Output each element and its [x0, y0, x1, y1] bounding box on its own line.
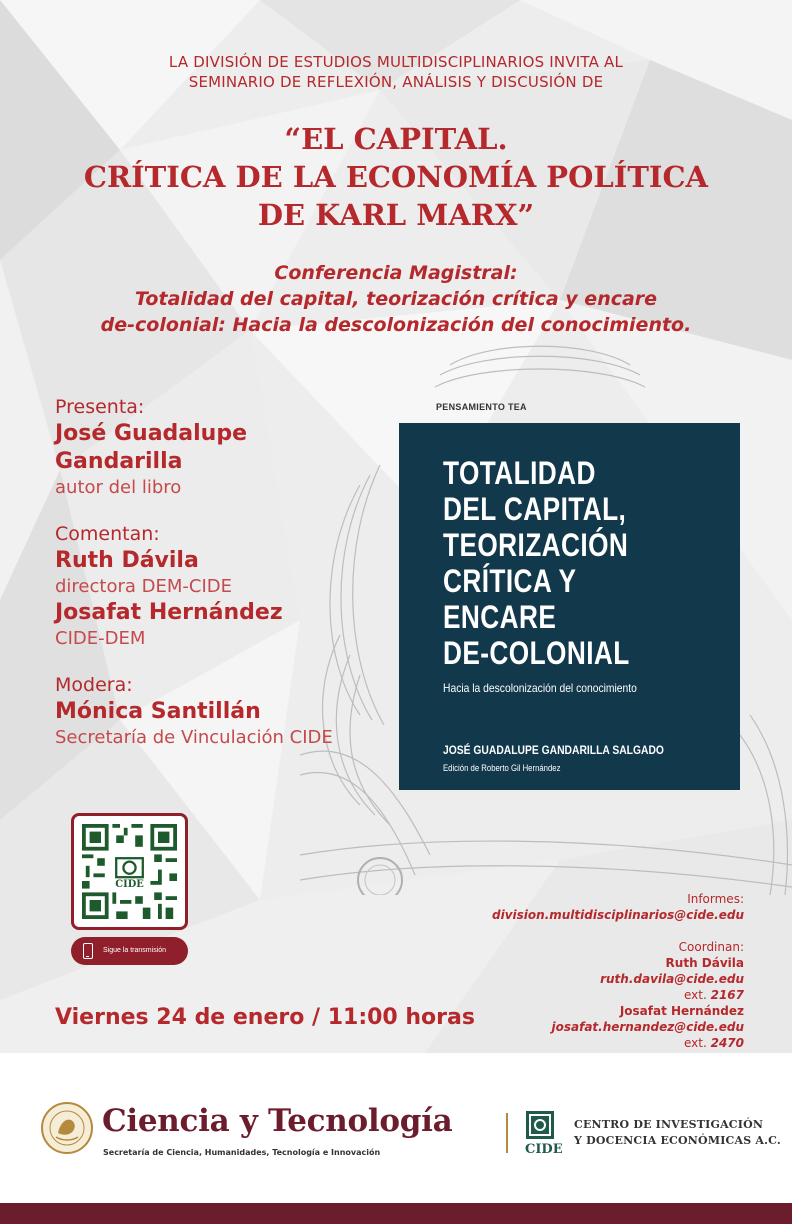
footer-divider: [506, 1113, 508, 1153]
cide-logo-icon: [525, 1110, 555, 1140]
seminar-title: [0, 120, 792, 234]
follow-stream-button[interactable]: [71, 937, 188, 965]
coordinator-2-name: Josafat Hernández: [619, 1004, 744, 1018]
coordinator-1-ext-label: ext.: [683, 988, 711, 1002]
qr-cide-label: CIDE: [115, 879, 144, 891]
presenta-label: Presenta:: [55, 396, 145, 418]
book-subtitle: Hacia la descolonización del conocimiento: [443, 681, 637, 695]
cide-name-line-2: Y DOCENCIA ECONÓMICAS A.C.: [574, 1134, 781, 1147]
presenter-affiliation: autor del libro: [55, 477, 182, 498]
coordinator-2-ext-number: 2470: [710, 1036, 744, 1050]
invitation-text: [0, 52, 792, 92]
title-line-2: CRÍTICA DE LA ECONOMÍA POLÍTICA: [83, 160, 709, 194]
bottom-color-bar: [0, 1203, 792, 1224]
presenter-name-line-1: José Guadalupe: [55, 421, 248, 446]
coordinator-1-email[interactable]: ruth.davila@cide.edu: [600, 972, 744, 986]
book-cover: [399, 423, 740, 790]
coordinan-label: Coordinan:: [678, 940, 744, 954]
moderator-affiliation: Secretaría de Vinculación CIDE: [55, 727, 333, 748]
presenter-name-line-2: Gandarilla: [55, 449, 183, 474]
conference-line-2: Totalidad del capital, teorización crítica y encare: [134, 288, 658, 310]
coordinator-2-ext-label: ext.: [683, 1036, 711, 1050]
modera-label: Modera:: [55, 674, 133, 696]
cide-full-name: [574, 1117, 781, 1149]
coordinator-1-ext-number: 2167: [710, 988, 744, 1002]
mexico-seal-icon: [40, 1101, 94, 1155]
book-title-line-2: DEL CAPITAL,: [443, 491, 627, 527]
informes-label: Informes:: [687, 892, 744, 906]
invitation-line-1: LA DIVISIÓN DE ESTUDIOS MULTIDISCIPLINARIOS INVITA AL: [168, 53, 624, 71]
follow-stream-label: Sigue la transmisión: [103, 947, 167, 954]
cide-name-line-1: CENTRO DE INVESTIGACIÓN: [574, 1118, 764, 1131]
coordinator-2-email[interactable]: josafat.hernandez@cide.edu: [551, 1020, 744, 1034]
footer-logos: [0, 1053, 792, 1203]
coordinator-2-ext: [444, 1035, 744, 1051]
cide-short-name: CIDE: [525, 1142, 563, 1157]
conference-line-1: Conferencia Magistral:: [274, 262, 518, 284]
ciencia-tecnologia-logo-text: Ciencia y Tecnología: [102, 1103, 453, 1139]
commenter-2-affiliation: CIDE-DEM: [55, 628, 146, 649]
participants-list: [55, 395, 375, 750]
title-line-3: DE KARL MARX”: [257, 198, 535, 232]
moderator-name: Mónica Santillán: [55, 699, 261, 724]
book-author: JOSÉ GUADALUPE GANDARILLA SALGADO: [443, 743, 664, 757]
invitation-line-2: SEMINARIO DE REFLEXIÓN, ANÁLISIS Y DISCUSIÓN DE: [188, 73, 604, 91]
contact-info: [444, 891, 744, 1051]
coordinator-1-ext: [444, 987, 744, 1003]
book-editor: Edición de Roberto Gil Hernández: [443, 763, 561, 773]
book-title-line-5: DE-COLONIAL: [443, 635, 630, 671]
qr-code-icon: [82, 824, 177, 919]
commenter-2-name: Josafat Hernández: [55, 600, 283, 625]
book-title-line-4: CRÍTICA Y ENCARE: [443, 563, 576, 635]
comentan-label: Comentan:: [55, 523, 160, 545]
conference-line-3: de-colonial: Hacia la descolonización del conocimiento.: [100, 314, 692, 336]
informes-email[interactable]: division.multidisciplinarios@cide.edu: [492, 908, 744, 922]
stream-qr-code[interactable]: [71, 813, 188, 930]
coordinator-1-name: Ruth Dávila: [665, 956, 744, 970]
book-series-label: PENSAMIENTO TEA: [436, 402, 527, 412]
phone-icon: [83, 943, 93, 959]
conference-heading: [0, 260, 792, 338]
event-date: Viernes 24 de enero / 11:00 horas: [55, 1005, 475, 1030]
title-line-1: “EL CAPITAL.: [284, 122, 508, 156]
ciencia-tecnologia-subtitle: Secretaría de Ciencia, Humanidades, Tecnología e Innovación: [103, 1148, 381, 1157]
commenter-1-affiliation: directora DEM-CIDE: [55, 576, 232, 597]
book-title-line-3: TEORIZACIÓN: [443, 527, 629, 563]
commenter-1-name: Ruth Dávila: [55, 548, 199, 573]
book-title: [443, 455, 681, 671]
book-title-line-1: TOTALIDAD: [443, 455, 596, 491]
